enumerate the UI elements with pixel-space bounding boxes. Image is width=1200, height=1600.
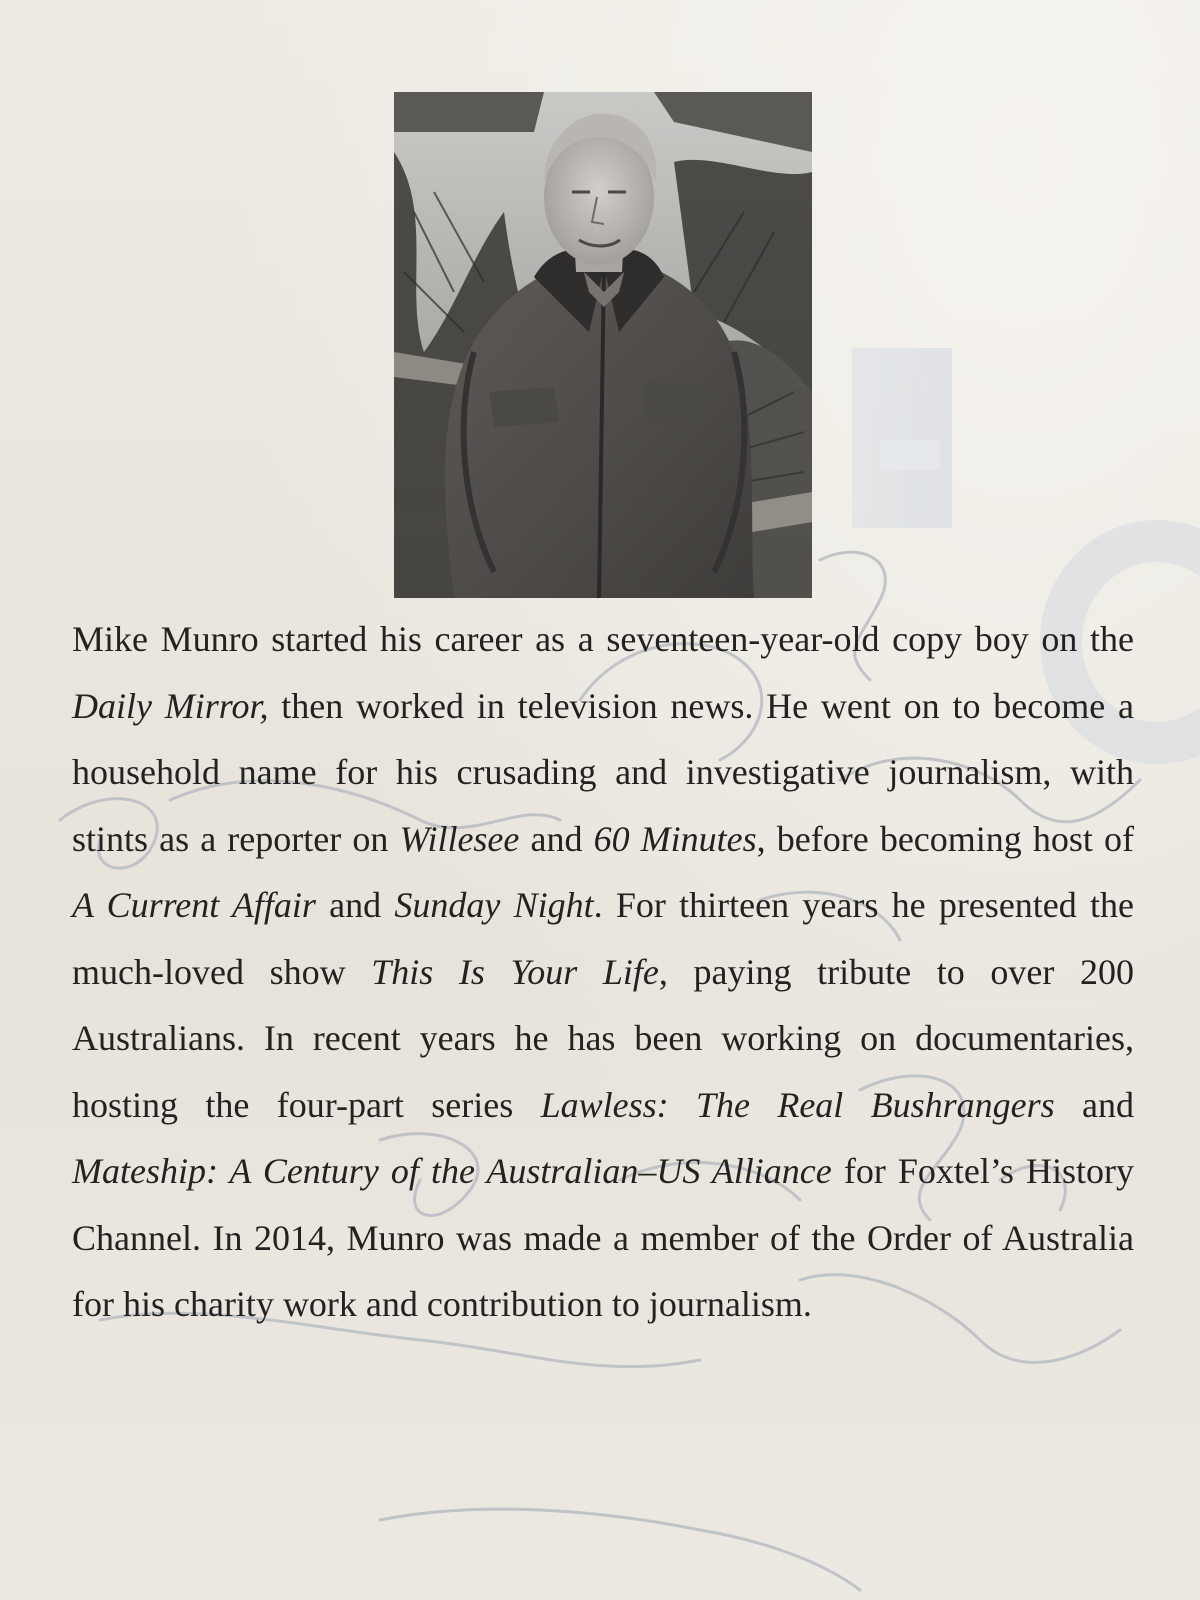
bio-title-this-is-your-life: This Is Your Life <box>371 951 659 992</box>
bio-title-mateship: Mateship: A Century of the Australian–US Alliance <box>72 1151 832 1191</box>
bio-text: and <box>1054 1084 1134 1125</box>
bio-text: for Foxtel’s History Channel. In 2014, Munro was made a member of the Order of Australia for his charity work and contribution to journalism. <box>72 1151 1134 1324</box>
show-through-letter-gap <box>880 440 940 470</box>
author-biography <box>72 606 1134 1338</box>
bio-title-willesee: Willesee <box>399 818 520 859</box>
bio-text: then worked in television news. He went on to become a household name for his crusading and investigative journalism, with stints as a reporter on <box>72 685 1134 859</box>
author-photo <box>394 92 812 598</box>
bio-title-a-current-affair: A Current Affair <box>72 885 316 925</box>
bio-text: , paying tribute to over 200 Australians. In recent years he has been working on documentaries, hosting the four-part series <box>72 951 1135 1125</box>
bio-text: Mike Munro started his career as a seventeen-year-old copy boy on the <box>72 619 1134 659</box>
bio-title-sunday-night: Sunday Night <box>394 885 594 925</box>
show-through-letter <box>852 348 952 528</box>
bio-title-daily-mirror: Daily Mirror, <box>72 685 269 726</box>
bio-title-60-minutes: 60 Minutes <box>593 818 757 859</box>
bio-text: , before becoming host of <box>756 818 1134 859</box>
author-photo-image <box>394 92 812 598</box>
bio-title-lawless: Lawless: The Real Bushrangers <box>540 1084 1055 1125</box>
bio-text: . For thirteen years he presented the much-loved show <box>72 885 1135 992</box>
bio-text: and <box>519 818 594 859</box>
bio-text: and <box>315 885 395 925</box>
